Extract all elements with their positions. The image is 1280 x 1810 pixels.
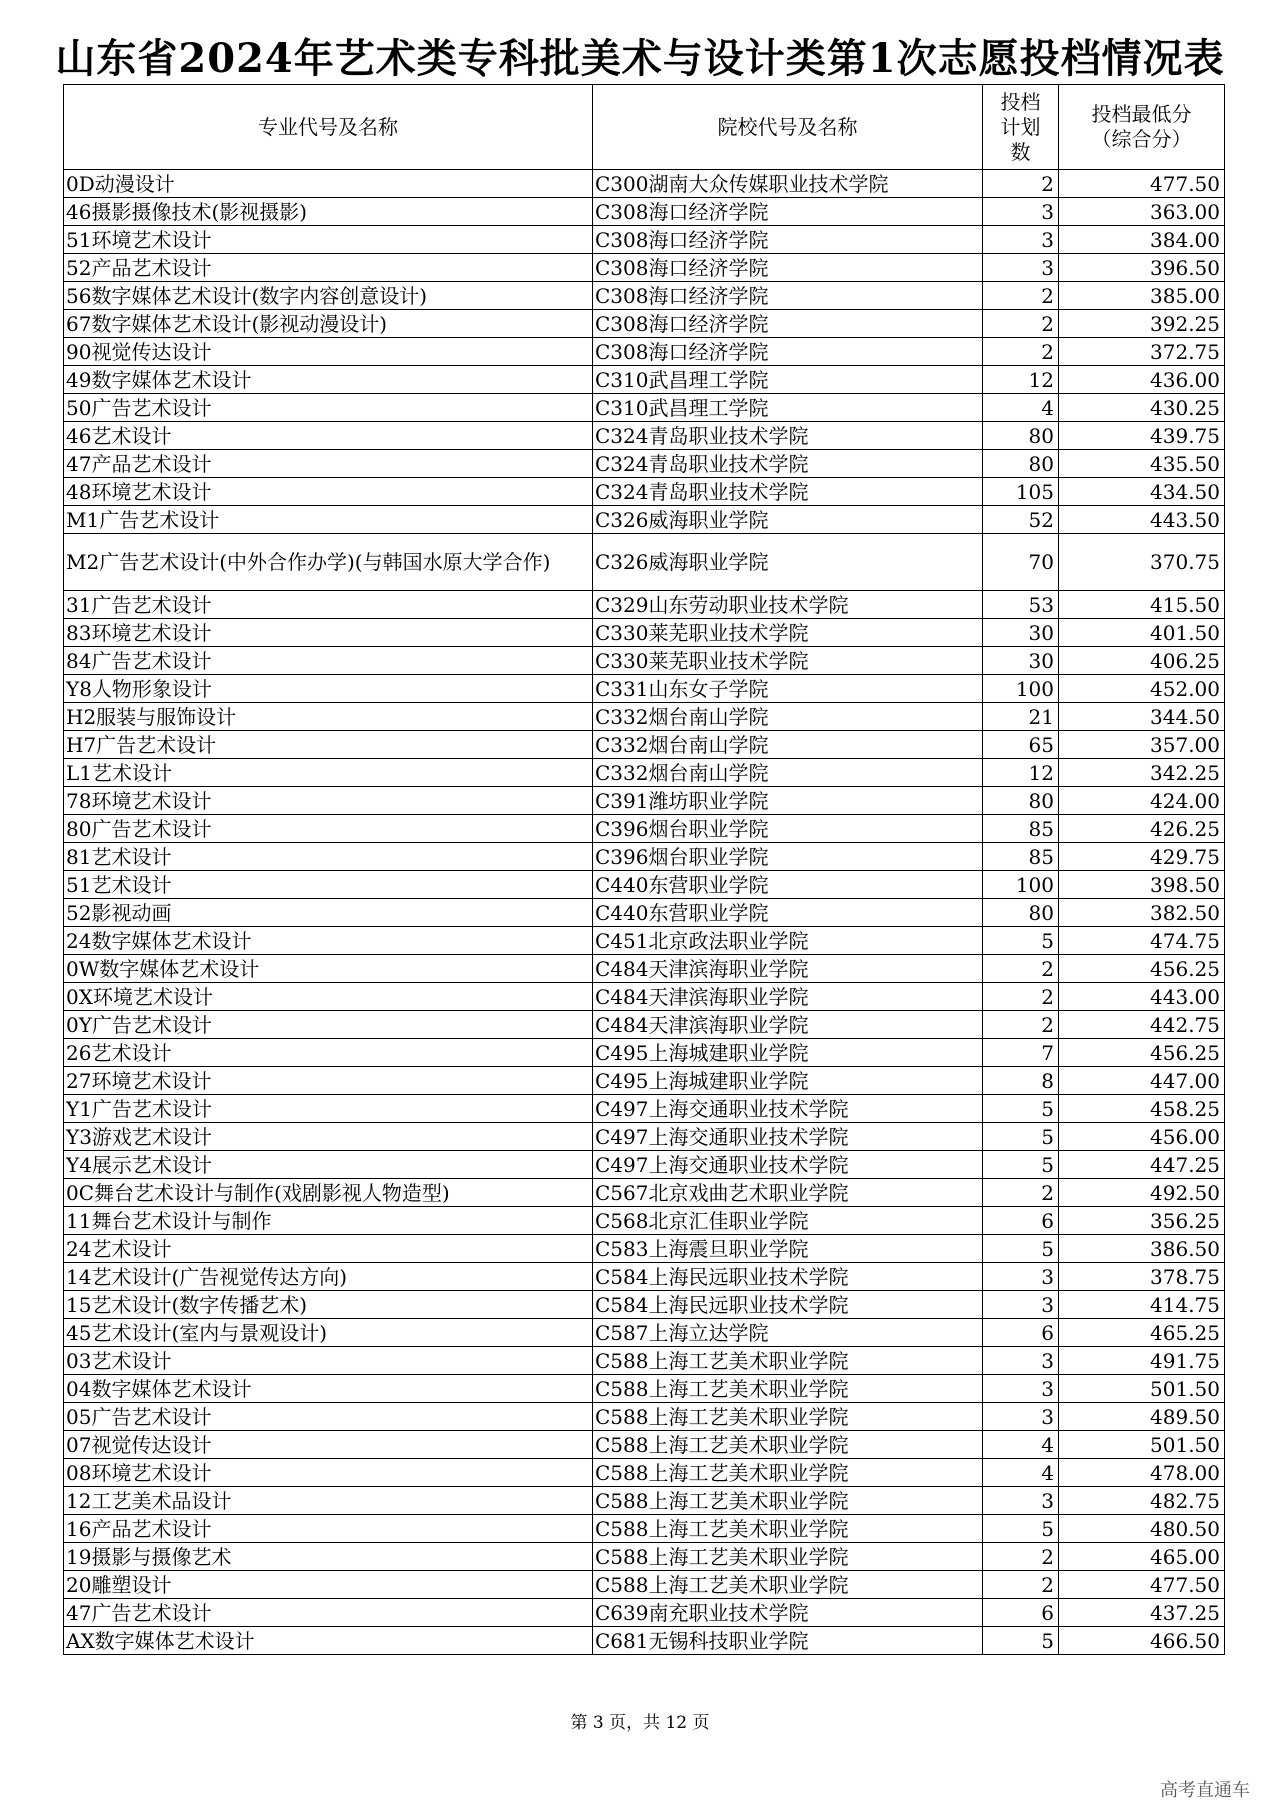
score-cell: 443.50 xyxy=(1059,506,1225,534)
header-plan: 投档 计划 数 xyxy=(983,85,1059,170)
school-cell: C324青岛职业技术学院 xyxy=(593,478,983,506)
plan-cell: 30 xyxy=(983,619,1059,647)
table-row xyxy=(64,927,1225,955)
major-cell: 05广告艺术设计 xyxy=(64,1403,593,1431)
major-cell: 15艺术设计(数字传播艺术) xyxy=(64,1291,593,1319)
table-row xyxy=(64,1403,1225,1431)
school-cell: C495上海城建职业学院 xyxy=(593,1067,983,1095)
table-row xyxy=(64,170,1225,198)
header-major: 专业代号及名称 xyxy=(64,85,593,170)
score-cell: 342.25 xyxy=(1059,759,1225,787)
major-cell: 31广告艺术设计 xyxy=(64,591,593,619)
watermark: 高考直通车 xyxy=(1160,1780,1250,1801)
school-cell: C588上海工艺美术职业学院 xyxy=(593,1403,983,1431)
table-row xyxy=(64,1207,1225,1235)
major-cell: 67数字媒体艺术设计(影视动漫设计) xyxy=(64,310,593,338)
table-row xyxy=(64,1487,1225,1515)
plan-cell: 5 xyxy=(983,1627,1059,1655)
score-cell: 356.25 xyxy=(1059,1207,1225,1235)
plan-cell: 100 xyxy=(983,675,1059,703)
school-cell: C451北京政法职业学院 xyxy=(593,927,983,955)
plan-cell: 2 xyxy=(983,955,1059,983)
score-cell: 415.50 xyxy=(1059,591,1225,619)
school-cell: C484天津滨海职业学院 xyxy=(593,983,983,1011)
major-cell: 04数字媒体艺术设计 xyxy=(64,1375,593,1403)
score-cell: 501.50 xyxy=(1059,1431,1225,1459)
page-title: 山东省2024年艺术类专科批美术与设计类第1次志愿投档情况表 xyxy=(55,35,1225,82)
table-row xyxy=(64,1291,1225,1319)
table-row xyxy=(64,1431,1225,1459)
score-cell: 406.25 xyxy=(1059,647,1225,675)
major-cell: AX数字媒体艺术设计 xyxy=(64,1627,593,1655)
school-cell: C326威海职业学院 xyxy=(593,534,983,591)
major-cell: 24数字媒体艺术设计 xyxy=(64,927,593,955)
header-school: 院校代号及名称 xyxy=(593,85,983,170)
school-cell: C497上海交通职业技术学院 xyxy=(593,1151,983,1179)
school-cell: C497上海交通职业技术学院 xyxy=(593,1123,983,1151)
major-cell: 52影视动画 xyxy=(64,899,593,927)
score-cell: 372.75 xyxy=(1059,338,1225,366)
school-cell: C308海口经济学院 xyxy=(593,310,983,338)
score-cell: 426.25 xyxy=(1059,815,1225,843)
score-cell: 456.00 xyxy=(1059,1123,1225,1151)
major-cell: 11舞台艺术设计与制作 xyxy=(64,1207,593,1235)
table-row xyxy=(64,1067,1225,1095)
table-row xyxy=(64,899,1225,927)
score-cell: 378.75 xyxy=(1059,1263,1225,1291)
score-cell: 384.00 xyxy=(1059,226,1225,254)
school-cell: C588上海工艺美术职业学院 xyxy=(593,1431,983,1459)
table-row xyxy=(64,787,1225,815)
table-row xyxy=(64,1375,1225,1403)
school-cell: C568北京汇佳职业学院 xyxy=(593,1207,983,1235)
plan-cell: 80 xyxy=(983,450,1059,478)
major-cell: 27环境艺术设计 xyxy=(64,1067,593,1095)
school-cell: C588上海工艺美术职业学院 xyxy=(593,1375,983,1403)
score-cell: 382.50 xyxy=(1059,899,1225,927)
score-cell: 456.25 xyxy=(1059,1039,1225,1067)
plan-cell: 3 xyxy=(983,198,1059,226)
plan-cell: 2 xyxy=(983,1011,1059,1039)
major-cell: 84广告艺术设计 xyxy=(64,647,593,675)
major-cell: 14艺术设计(广告视觉传达方向) xyxy=(64,1263,593,1291)
table-row xyxy=(64,1123,1225,1151)
score-cell: 443.00 xyxy=(1059,983,1225,1011)
plan-cell: 12 xyxy=(983,759,1059,787)
school-cell: C332烟台南山学院 xyxy=(593,731,983,759)
plan-cell: 12 xyxy=(983,366,1059,394)
plan-cell: 105 xyxy=(983,478,1059,506)
table-row xyxy=(64,1515,1225,1543)
score-cell: 434.50 xyxy=(1059,478,1225,506)
score-cell: 357.00 xyxy=(1059,731,1225,759)
school-cell: C330莱芜职业技术学院 xyxy=(593,647,983,675)
major-cell: 47广告艺术设计 xyxy=(64,1599,593,1627)
table-row xyxy=(64,1011,1225,1039)
table-row xyxy=(64,198,1225,226)
major-cell: 0D动漫设计 xyxy=(64,170,593,198)
plan-cell: 52 xyxy=(983,506,1059,534)
table-row xyxy=(64,506,1225,534)
score-cell: 414.75 xyxy=(1059,1291,1225,1319)
school-cell: C484天津滨海职业学院 xyxy=(593,955,983,983)
major-cell: 49数字媒体艺术设计 xyxy=(64,366,593,394)
table-row xyxy=(64,1347,1225,1375)
plan-cell: 3 xyxy=(983,226,1059,254)
plan-cell: 5 xyxy=(983,1515,1059,1543)
school-cell: C497上海交通职业技术学院 xyxy=(593,1095,983,1123)
table-row xyxy=(64,366,1225,394)
major-cell: 56数字媒体艺术设计(数字内容创意设计) xyxy=(64,282,593,310)
school-cell: C308海口经济学院 xyxy=(593,282,983,310)
plan-cell: 6 xyxy=(983,1599,1059,1627)
major-cell: H7广告艺术设计 xyxy=(64,731,593,759)
plan-cell: 2 xyxy=(983,170,1059,198)
major-cell: 50广告艺术设计 xyxy=(64,394,593,422)
school-cell: C331山东女子学院 xyxy=(593,675,983,703)
plan-cell: 6 xyxy=(983,1207,1059,1235)
major-cell: 80广告艺术设计 xyxy=(64,815,593,843)
school-cell: C588上海工艺美术职业学院 xyxy=(593,1571,983,1599)
table-row xyxy=(64,871,1225,899)
school-cell: C332烟台南山学院 xyxy=(593,703,983,731)
major-cell: 26艺术设计 xyxy=(64,1039,593,1067)
score-cell: 489.50 xyxy=(1059,1403,1225,1431)
table-row xyxy=(64,955,1225,983)
major-cell: 0Y广告艺术设计 xyxy=(64,1011,593,1039)
table-row xyxy=(64,759,1225,787)
school-cell: C495上海城建职业学院 xyxy=(593,1039,983,1067)
table-row xyxy=(64,843,1225,871)
table-row xyxy=(64,815,1225,843)
major-cell: 48环境艺术设计 xyxy=(64,478,593,506)
plan-cell: 2 xyxy=(983,1179,1059,1207)
table-row xyxy=(64,983,1225,1011)
major-cell: 0X环境艺术设计 xyxy=(64,983,593,1011)
plan-cell: 21 xyxy=(983,703,1059,731)
score-cell: 436.00 xyxy=(1059,366,1225,394)
school-cell: C310武昌理工学院 xyxy=(593,366,983,394)
major-cell: L1艺术设计 xyxy=(64,759,593,787)
major-cell: H2服装与服饰设计 xyxy=(64,703,593,731)
school-cell: C681无锡科技职业学院 xyxy=(593,1627,983,1655)
table-row xyxy=(64,254,1225,282)
score-cell: 370.75 xyxy=(1059,534,1225,591)
plan-cell: 3 xyxy=(983,1375,1059,1403)
score-cell: 392.25 xyxy=(1059,310,1225,338)
score-cell: 385.00 xyxy=(1059,282,1225,310)
major-cell: 12工艺美术品设计 xyxy=(64,1487,593,1515)
plan-cell: 70 xyxy=(983,534,1059,591)
score-cell: 492.50 xyxy=(1059,1179,1225,1207)
table-row xyxy=(64,1319,1225,1347)
major-cell: 81艺术设计 xyxy=(64,843,593,871)
plan-cell: 2 xyxy=(983,1543,1059,1571)
table-row xyxy=(64,1571,1225,1599)
school-cell: C583上海震旦职业学院 xyxy=(593,1235,983,1263)
school-cell: C396烟台职业学院 xyxy=(593,815,983,843)
major-cell: 07视觉传达设计 xyxy=(64,1431,593,1459)
table-row xyxy=(64,647,1225,675)
school-cell: C588上海工艺美术职业学院 xyxy=(593,1543,983,1571)
score-cell: 401.50 xyxy=(1059,619,1225,647)
school-cell: C308海口经济学院 xyxy=(593,254,983,282)
major-cell: 45艺术设计(室内与景观设计) xyxy=(64,1319,593,1347)
score-cell: 437.25 xyxy=(1059,1599,1225,1627)
school-cell: C587上海立达学院 xyxy=(593,1319,983,1347)
table-row xyxy=(64,422,1225,450)
score-cell: 474.75 xyxy=(1059,927,1225,955)
plan-cell: 2 xyxy=(983,1571,1059,1599)
school-cell: C440东营职业学院 xyxy=(593,871,983,899)
score-cell: 465.25 xyxy=(1059,1319,1225,1347)
school-cell: C567北京戏曲艺术职业学院 xyxy=(593,1179,983,1207)
major-cell: Y3游戏艺术设计 xyxy=(64,1123,593,1151)
table-row xyxy=(64,1179,1225,1207)
score-cell: 477.50 xyxy=(1059,1571,1225,1599)
score-cell: 386.50 xyxy=(1059,1235,1225,1263)
plan-cell: 80 xyxy=(983,787,1059,815)
table-row xyxy=(64,478,1225,506)
plan-cell: 2 xyxy=(983,282,1059,310)
page-footer: 第 3 页，共 12 页 xyxy=(570,1713,710,1733)
plan-cell: 7 xyxy=(983,1039,1059,1067)
major-cell: 46艺术设计 xyxy=(64,422,593,450)
plan-cell: 3 xyxy=(983,1347,1059,1375)
table-row xyxy=(64,1235,1225,1263)
major-cell: 78环境艺术设计 xyxy=(64,787,593,815)
plan-cell: 80 xyxy=(983,899,1059,927)
plan-cell: 85 xyxy=(983,815,1059,843)
score-cell: 435.50 xyxy=(1059,450,1225,478)
school-cell: C300湖南大众传媒职业技术学院 xyxy=(593,170,983,198)
school-cell: C588上海工艺美术职业学院 xyxy=(593,1515,983,1543)
school-cell: C308海口经济学院 xyxy=(593,226,983,254)
major-cell: 47产品艺术设计 xyxy=(64,450,593,478)
score-cell: 466.50 xyxy=(1059,1627,1225,1655)
table-row xyxy=(64,1543,1225,1571)
table-row xyxy=(64,731,1225,759)
major-cell: Y1广告艺术设计 xyxy=(64,1095,593,1123)
plan-cell: 3 xyxy=(983,1263,1059,1291)
school-cell: C332烟台南山学院 xyxy=(593,759,983,787)
major-cell: 20雕塑设计 xyxy=(64,1571,593,1599)
table-row xyxy=(64,1039,1225,1067)
plan-cell: 5 xyxy=(983,927,1059,955)
major-cell: 83环境艺术设计 xyxy=(64,619,593,647)
major-cell: 16产品艺术设计 xyxy=(64,1515,593,1543)
score-cell: 501.50 xyxy=(1059,1375,1225,1403)
plan-cell: 5 xyxy=(983,1151,1059,1179)
major-cell: 0W数字媒体艺术设计 xyxy=(64,955,593,983)
plan-cell: 65 xyxy=(983,731,1059,759)
plan-cell: 4 xyxy=(983,1459,1059,1487)
plan-cell: 100 xyxy=(983,871,1059,899)
major-cell: 19摄影与摄像艺术 xyxy=(64,1543,593,1571)
score-cell: 456.25 xyxy=(1059,955,1225,983)
major-cell: 51环境艺术设计 xyxy=(64,226,593,254)
major-cell: M1广告艺术设计 xyxy=(64,506,593,534)
table-row xyxy=(64,338,1225,366)
major-cell: 52产品艺术设计 xyxy=(64,254,593,282)
score-cell: 458.25 xyxy=(1059,1095,1225,1123)
table-row xyxy=(64,534,1225,591)
table-row xyxy=(64,310,1225,338)
school-cell: C310武昌理工学院 xyxy=(593,394,983,422)
table-row xyxy=(64,619,1225,647)
major-cell: 90视觉传达设计 xyxy=(64,338,593,366)
plan-cell: 80 xyxy=(983,422,1059,450)
plan-cell: 2 xyxy=(983,310,1059,338)
school-cell: C330莱芜职业技术学院 xyxy=(593,619,983,647)
score-cell: 396.50 xyxy=(1059,254,1225,282)
score-cell: 478.00 xyxy=(1059,1459,1225,1487)
score-cell: 439.75 xyxy=(1059,422,1225,450)
score-cell: 447.00 xyxy=(1059,1067,1225,1095)
plan-cell: 3 xyxy=(983,254,1059,282)
table-row xyxy=(64,1627,1225,1655)
plan-cell: 3 xyxy=(983,1403,1059,1431)
school-cell: C484天津滨海职业学院 xyxy=(593,1011,983,1039)
table-row xyxy=(64,282,1225,310)
table-header-row xyxy=(64,85,1225,170)
major-cell: 08环境艺术设计 xyxy=(64,1459,593,1487)
score-cell: 430.25 xyxy=(1059,394,1225,422)
score-cell: 480.50 xyxy=(1059,1515,1225,1543)
score-cell: 452.00 xyxy=(1059,675,1225,703)
plan-cell: 2 xyxy=(983,983,1059,1011)
plan-cell: 30 xyxy=(983,647,1059,675)
table-row xyxy=(64,591,1225,619)
major-cell: 03艺术设计 xyxy=(64,1347,593,1375)
school-cell: C584上海民远职业技术学院 xyxy=(593,1263,983,1291)
score-cell: 424.00 xyxy=(1059,787,1225,815)
table-row xyxy=(64,450,1225,478)
table-row xyxy=(64,1151,1225,1179)
score-cell: 363.00 xyxy=(1059,198,1225,226)
school-cell: C308海口经济学院 xyxy=(593,198,983,226)
plan-cell: 53 xyxy=(983,591,1059,619)
header-score: 投档最低分 （综合分） xyxy=(1059,85,1225,170)
major-cell: 24艺术设计 xyxy=(64,1235,593,1263)
major-cell: 0C舞台艺术设计与制作(戏剧影视人物造型) xyxy=(64,1179,593,1207)
table-row xyxy=(64,226,1225,254)
table-row xyxy=(64,394,1225,422)
table-row xyxy=(64,1263,1225,1291)
school-cell: C326威海职业学院 xyxy=(593,506,983,534)
plan-cell: 4 xyxy=(983,394,1059,422)
school-cell: C588上海工艺美术职业学院 xyxy=(593,1459,983,1487)
score-cell: 482.75 xyxy=(1059,1487,1225,1515)
table-row xyxy=(64,703,1225,731)
major-cell: Y8人物形象设计 xyxy=(64,675,593,703)
plan-cell: 85 xyxy=(983,843,1059,871)
major-cell: Y4展示艺术设计 xyxy=(64,1151,593,1179)
table-row xyxy=(64,1599,1225,1627)
score-cell: 344.50 xyxy=(1059,703,1225,731)
school-cell: C391潍坊职业学院 xyxy=(593,787,983,815)
plan-cell: 5 xyxy=(983,1095,1059,1123)
plan-cell: 4 xyxy=(983,1431,1059,1459)
score-cell: 477.50 xyxy=(1059,170,1225,198)
plan-cell: 3 xyxy=(983,1291,1059,1319)
major-cell: 46摄影摄像技术(影视摄影) xyxy=(64,198,593,226)
plan-cell: 8 xyxy=(983,1067,1059,1095)
score-cell: 465.00 xyxy=(1059,1543,1225,1571)
school-cell: C308海口经济学院 xyxy=(593,338,983,366)
major-cell: M2广告艺术设计(中外合作办学)(与韩国水原大学合作) xyxy=(64,534,593,591)
score-cell: 398.50 xyxy=(1059,871,1225,899)
school-cell: C588上海工艺美术职业学院 xyxy=(593,1487,983,1515)
admission-table xyxy=(63,84,1225,1655)
school-cell: C396烟台职业学院 xyxy=(593,843,983,871)
plan-cell: 3 xyxy=(983,1487,1059,1515)
score-cell: 442.75 xyxy=(1059,1011,1225,1039)
plan-cell: 2 xyxy=(983,338,1059,366)
school-cell: C324青岛职业技术学院 xyxy=(593,450,983,478)
school-cell: C588上海工艺美术职业学院 xyxy=(593,1347,983,1375)
school-cell: C440东营职业学院 xyxy=(593,899,983,927)
plan-cell: 5 xyxy=(983,1123,1059,1151)
school-cell: C639南充职业技术学院 xyxy=(593,1599,983,1627)
table-row xyxy=(64,1459,1225,1487)
major-cell: 51艺术设计 xyxy=(64,871,593,899)
score-cell: 447.25 xyxy=(1059,1151,1225,1179)
plan-cell: 5 xyxy=(983,1235,1059,1263)
table-row xyxy=(64,675,1225,703)
school-cell: C324青岛职业技术学院 xyxy=(593,422,983,450)
table-body xyxy=(64,170,1225,1655)
score-cell: 491.75 xyxy=(1059,1347,1225,1375)
school-cell: C584上海民远职业技术学院 xyxy=(593,1291,983,1319)
score-cell: 429.75 xyxy=(1059,843,1225,871)
plan-cell: 6 xyxy=(983,1319,1059,1347)
school-cell: C329山东劳动职业技术学院 xyxy=(593,591,983,619)
table-row xyxy=(64,1095,1225,1123)
